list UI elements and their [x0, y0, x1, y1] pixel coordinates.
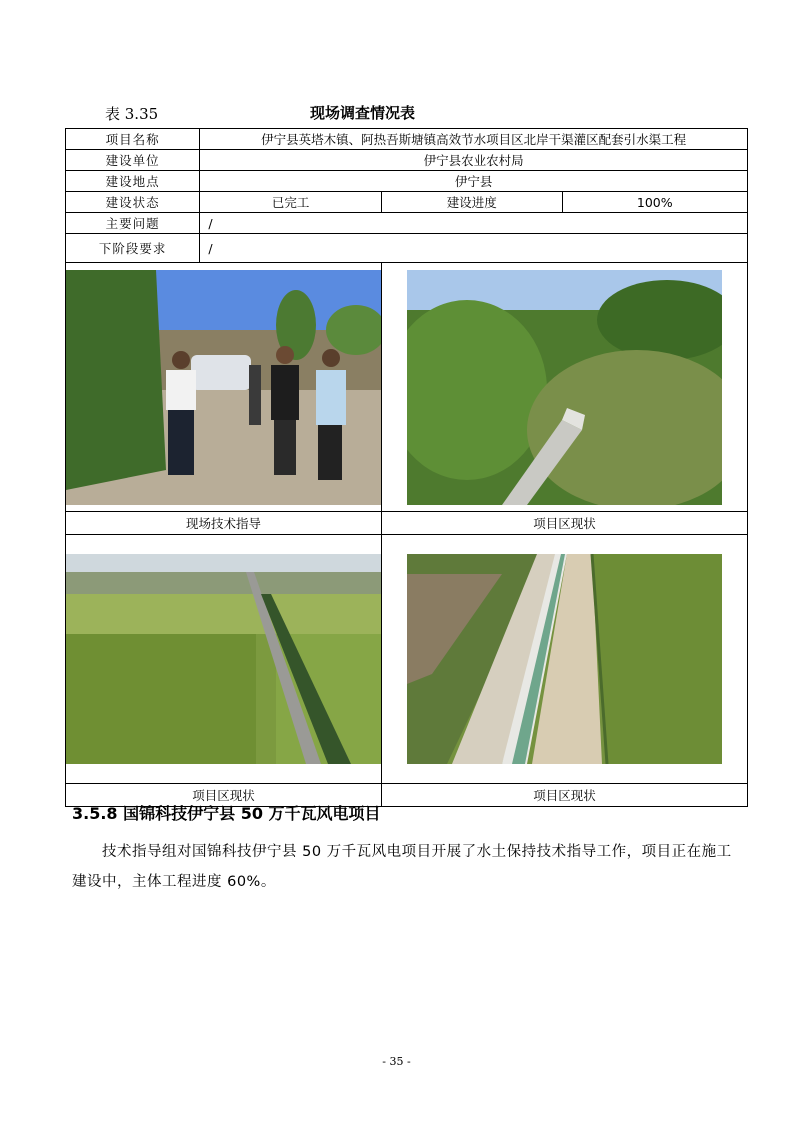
- table-number: 表 3.35: [105, 105, 159, 123]
- next-steps-label: 下阶段要求: [66, 234, 200, 263]
- row-location: [66, 171, 748, 192]
- status-label: 建设状态: [66, 192, 200, 213]
- row-next-steps: [66, 234, 748, 263]
- progress-value: 100%: [562, 192, 747, 213]
- issues-value: /: [200, 213, 748, 234]
- project-name-value: 伊宁县英塔木镇、阿热吾斯塘镇高效节水项目区北岸干渠灌区配套引水渠工程: [200, 129, 748, 150]
- row-issues: [66, 213, 748, 234]
- photo-canal-vegetation-icon: [407, 270, 722, 505]
- photo-aerial-fields-road-icon: [66, 554, 381, 764]
- builder-value: 伊宁县农业农村局: [200, 150, 748, 171]
- photo-site-guidance-icon: [66, 270, 381, 505]
- builder-label: 建设单位: [66, 150, 200, 171]
- photo-caption-3: 项目区现状: [66, 784, 382, 807]
- page-number: - 35 -: [382, 1055, 411, 1068]
- photo-caption-2: 项目区现状: [382, 512, 748, 535]
- photo-caption-row-1: [66, 512, 748, 535]
- project-name-label: 项目名称: [66, 129, 200, 150]
- row-builder: [66, 150, 748, 171]
- row-project-name: [66, 129, 748, 150]
- progress-label: 建设进度: [382, 192, 563, 213]
- survey-table: [65, 128, 748, 807]
- table-caption: [0, 100, 793, 126]
- photo-aerial-canal-icon: [407, 554, 722, 764]
- row-status: [66, 192, 748, 213]
- issues-label: 主要问题: [66, 213, 200, 234]
- photo-caption-4: 项目区现状: [382, 784, 748, 807]
- photo-row-1: [66, 263, 748, 512]
- photo-cell-4: [382, 535, 748, 784]
- photo-cell-1: [66, 263, 382, 512]
- photo-caption-1: 现场技术指导: [66, 512, 382, 535]
- section-paragraph: 技术指导组对国锦科技伊宁县 50 万千瓦风电项目开展了水土保持技术指导工作，项目正在施工建设中，主体工程进度 60%。: [72, 844, 732, 890]
- photo-row-2: [66, 535, 748, 784]
- location-value: 伊宁县: [200, 171, 748, 192]
- photo-cell-3: [66, 535, 382, 784]
- photo-cell-2: [382, 263, 748, 512]
- next-steps-value: /: [200, 234, 748, 263]
- status-value: 已完工: [200, 192, 382, 213]
- section-title: 3.5.8 国锦科技伊宁县 50 万千瓦风电项目: [72, 804, 381, 823]
- location-label: 建设地点: [66, 171, 200, 192]
- table-title: 现场调查情况表: [310, 104, 416, 122]
